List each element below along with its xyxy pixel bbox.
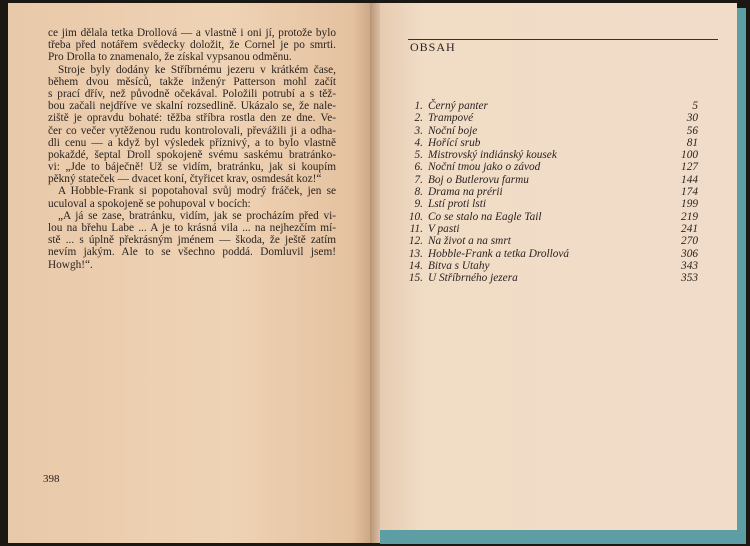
table-of-contents — [396, 100, 698, 284]
right-page — [380, 3, 737, 530]
toc-page: 343 — [681, 259, 698, 272]
toc-page: 174 — [681, 186, 698, 199]
toc-title: Lstí proti lsti — [428, 198, 486, 211]
body-text — [48, 27, 336, 271]
toc-number: 5. — [414, 149, 423, 162]
toc-page: 81 — [686, 136, 698, 149]
toc-page: 241 — [681, 222, 698, 235]
toc-title: Trampové — [428, 112, 474, 125]
toc-title: Černý panter — [428, 100, 488, 112]
text-line: s prací dřív, než původně očekával. Položili potrubí a s těž- — [48, 87, 336, 100]
toc-page: 270 — [681, 235, 698, 248]
text-line: Howgh!“. — [48, 258, 93, 271]
toc-number: 3. — [414, 124, 423, 137]
toc-page: 30 — [686, 112, 698, 125]
left-page — [8, 3, 374, 543]
page-number: 398 — [43, 473, 60, 485]
toc-number: 8. — [414, 186, 423, 199]
text-line: během dvou měsíců, takže inženýr Patterson mohl začít — [48, 75, 336, 88]
text-line: stě ... s úplně překrásným jménem — škoda, že ještě zatím — [48, 234, 336, 247]
toc-entry — [396, 161, 698, 173]
toc-page: 100 — [681, 149, 698, 162]
toc-number: 4. — [414, 136, 423, 149]
contents-heading: OBSAH — [410, 40, 456, 54]
toc-title: Co se stalo na Eagle Tail — [428, 210, 542, 223]
toc-entry — [396, 112, 698, 124]
toc-number: 10. — [408, 210, 423, 223]
toc-title: Boj o Butlerovu farmu — [428, 173, 529, 186]
text-line: pokaždé, šeptal Droll spokojeně svému saskému bratránko- — [48, 148, 336, 161]
toc-title: U Stříbrného jezera — [428, 272, 518, 285]
text-line: nevím jakým. Ale to se všechno poddá. Domluvil jsem! — [48, 246, 336, 259]
toc-entry — [396, 198, 698, 210]
toc-entry — [396, 174, 698, 186]
toc-number: 11. — [409, 222, 423, 235]
toc-page: 353 — [681, 272, 698, 285]
toc-page: 127 — [681, 161, 698, 174]
toc-page: 199 — [681, 198, 698, 211]
text-line: vi: „Jde to báječně! Už se vidím, bratránku, jak si koupím — [48, 161, 336, 174]
text-line: uculoval a spokojeně se pohupoval v bocích: — [48, 197, 251, 210]
toc-number: 6. — [414, 161, 423, 174]
toc-title: Bitva s Utahy — [428, 259, 490, 272]
toc-page: 306 — [681, 247, 698, 260]
toc-number: 1. — [414, 100, 423, 112]
text-line: lou na břehu Labe ... A je to krásná vila ... na nejhezčím mí- — [48, 222, 336, 234]
toc-entry — [396, 260, 698, 272]
toc-title: Hobble-Frank a tetka Drollová — [428, 247, 570, 260]
text-line: ziště je opravdu bohaté: těžba stříbra rostla den ze dne. Ve- — [48, 112, 336, 125]
toc-page: 144 — [681, 173, 698, 186]
toc-entry — [396, 235, 698, 247]
toc-title: Noční tmou jako o závod — [428, 161, 541, 174]
text-line: Pro Drolla to znamenalo, že získal vypsanou odměnu. — [48, 51, 292, 64]
toc-title: Drama na prérii — [428, 186, 503, 199]
toc-title: Noční boje — [428, 124, 478, 137]
text-line: třeba před notářem svědecky doložit, že Cornel je po smrti. — [48, 39, 336, 52]
toc-page: 56 — [686, 124, 698, 137]
toc-number: 13. — [408, 247, 423, 260]
text-line: dli cenu — a když byl výsledek příznivý, a to bylo vlastně — [48, 136, 336, 149]
toc-number: 15. — [408, 272, 423, 285]
toc-title: Na život a na smrt — [428, 235, 511, 248]
toc-entry — [396, 125, 698, 137]
toc-number: 12. — [408, 235, 423, 248]
toc-page: 219 — [681, 210, 698, 223]
toc-entry — [396, 100, 698, 112]
text-line: ce jim dělala tetka Drollová — a vlastně i oni jí, protože bylo — [48, 27, 336, 39]
toc-entry — [396, 186, 698, 198]
toc-page: 5 — [692, 100, 698, 112]
toc-number: 2. — [414, 112, 423, 125]
text-line: Stroje byly dodány ke Stříbrnému jezeru v krátkém čase, — [58, 63, 336, 76]
text-line: pěkný stateček — dvacet koní, čtyřicet krav, osmdesát koz!“ — [48, 173, 322, 186]
toc-number: 14. — [408, 259, 423, 272]
toc-entry — [396, 137, 698, 149]
text-line: „A já se zase, bratránku, vidím, jak se procházím před vi- — [58, 209, 336, 222]
toc-title: Mistrovský indiánský kousek — [428, 149, 557, 162]
toc-title: Hořící srub — [428, 136, 481, 149]
text-line: bou začali nejdříve ve skalní rozsedlině. Ukázalo se, že nale- — [48, 100, 336, 113]
toc-number: 9. — [414, 198, 423, 211]
text-line: A Hobble-Frank si popotahoval svůj modrý fráček, jen se — [58, 185, 336, 198]
toc-entry — [396, 272, 698, 284]
toc-entry — [396, 149, 698, 161]
toc-entry — [396, 248, 698, 260]
toc-title: V pasti — [428, 222, 460, 235]
text-line: čer co večer vytěženou rudu kontrolovali, převážili ji a odha- — [48, 124, 336, 137]
toc-number: 7. — [414, 173, 423, 186]
toc-entry — [396, 223, 698, 235]
toc-entry — [396, 211, 698, 223]
